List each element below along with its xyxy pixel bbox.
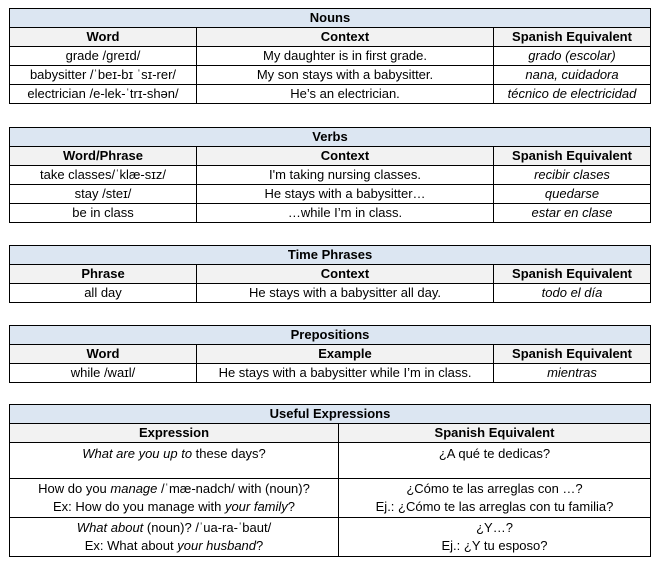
word-cell: stay /steɪ/ xyxy=(10,185,197,204)
context-cell: He stays with a babysitter all day. xyxy=(197,284,494,303)
spanish-cell: estar en clase xyxy=(494,204,651,223)
spanish-equivalent-cell xyxy=(339,518,651,557)
spanish-line-1: ¿Cómo te las arreglas con …? xyxy=(406,481,583,496)
table-row xyxy=(10,443,651,479)
word-cell: while /waɪl/ xyxy=(10,364,197,383)
time-phrases-table xyxy=(9,245,651,303)
expressions-header-expression: Expression xyxy=(10,424,339,443)
prepositions-title: Prepositions xyxy=(10,326,651,345)
verbs-header-spanish: Spanish Equivalent xyxy=(494,147,651,166)
expressions-header-spanish: Spanish Equivalent xyxy=(339,424,651,443)
word-cell: electrician /e-lek-ˈtrɪ-shən/ xyxy=(10,85,197,104)
word-cell: all day xyxy=(10,284,197,303)
spanish-cell: mientras xyxy=(494,364,651,383)
nouns-header-spanish: Spanish Equivalent xyxy=(494,28,651,47)
expression-line-1: What about (noun)? /ˈua-ra-ˈbaut/ xyxy=(76,520,272,535)
table-row xyxy=(10,47,651,66)
spanish-equivalent-cell: ¿A qué te dedicas? xyxy=(339,443,651,479)
word-cell: take classes/ˈklæ-sɪz/ xyxy=(10,166,197,185)
verbs-table xyxy=(9,127,651,223)
spanish-equivalent-cell xyxy=(339,479,651,518)
table-row xyxy=(10,364,651,383)
expression-line-2: Ex: How do you manage with your family? xyxy=(52,499,296,514)
useful-expressions-table xyxy=(9,404,651,557)
table-row xyxy=(10,284,651,303)
expression-line-2: Ex: What about your husband? xyxy=(84,538,264,553)
time-phrases-header-context: Context xyxy=(197,265,494,284)
context-cell: He stays with a babysitter while I’m in class. xyxy=(197,364,494,383)
spanish-line-1: ¿Y…? xyxy=(476,520,513,535)
context-cell: …while I’m in class. xyxy=(197,204,494,223)
prepositions-header-word: Word xyxy=(10,345,197,364)
time-phrases-header-spanish: Spanish Equivalent xyxy=(494,265,651,284)
table-row xyxy=(10,166,651,185)
table-row xyxy=(10,85,651,104)
time-phrases-header-phrase: Phrase xyxy=(10,265,197,284)
spanish-line-2: Ej.: ¿Cómo te las arreglas con tu familia? xyxy=(375,499,614,514)
context-cell: My son stays with a babysitter. xyxy=(197,66,494,85)
nouns-header-word: Word xyxy=(10,28,197,47)
word-cell: babysitter /ˈbeɪ-bɪ ˈsɪ-rer/ xyxy=(10,66,197,85)
spanish-cell: grado (escolar) xyxy=(494,47,651,66)
table-row xyxy=(10,66,651,85)
context-cell: I'm taking nursing classes. xyxy=(197,166,494,185)
spanish-cell: nana, cuidadora xyxy=(494,66,651,85)
table-row xyxy=(10,479,651,518)
verbs-title: Verbs xyxy=(10,128,651,147)
useful-expressions-title: Useful Expressions xyxy=(10,405,651,424)
spanish-cell: técnico de electricidad xyxy=(494,85,651,104)
spanish-cell: quedarse xyxy=(494,185,651,204)
prepositions-header-example: Example xyxy=(197,345,494,364)
spanish-line-2: Ej.: ¿Y tu esposo? xyxy=(441,538,548,553)
context-cell: He stays with a babysitter… xyxy=(197,185,494,204)
context-cell: He’s an electrician. xyxy=(197,85,494,104)
expression-cell xyxy=(10,479,339,518)
table-row xyxy=(10,204,651,223)
context-cell: My daughter is in first grade. xyxy=(197,47,494,66)
table-row xyxy=(10,185,651,204)
expression-rest: these days? xyxy=(192,446,266,461)
expression-italic: What are you up to xyxy=(82,446,193,461)
nouns-title: Nouns xyxy=(10,9,651,28)
word-cell: grade /greɪd/ xyxy=(10,47,197,66)
prepositions-table xyxy=(9,325,651,383)
nouns-table xyxy=(9,8,651,104)
expression-cell xyxy=(10,443,339,479)
spanish-cell: recibir clases xyxy=(494,166,651,185)
spanish-cell: todo el día xyxy=(494,284,651,303)
table-row xyxy=(10,518,651,557)
verbs-header-word: Word/Phrase xyxy=(10,147,197,166)
verbs-header-context: Context xyxy=(197,147,494,166)
prepositions-header-spanish: Spanish Equivalent xyxy=(494,345,651,364)
expression-line-1: How do you manage /ˈmæ-nadch/ with (noun)? xyxy=(38,481,310,496)
time-phrases-title: Time Phrases xyxy=(10,246,651,265)
expression-cell xyxy=(10,518,339,557)
nouns-header-context: Context xyxy=(197,28,494,47)
word-cell: be in class xyxy=(10,204,197,223)
